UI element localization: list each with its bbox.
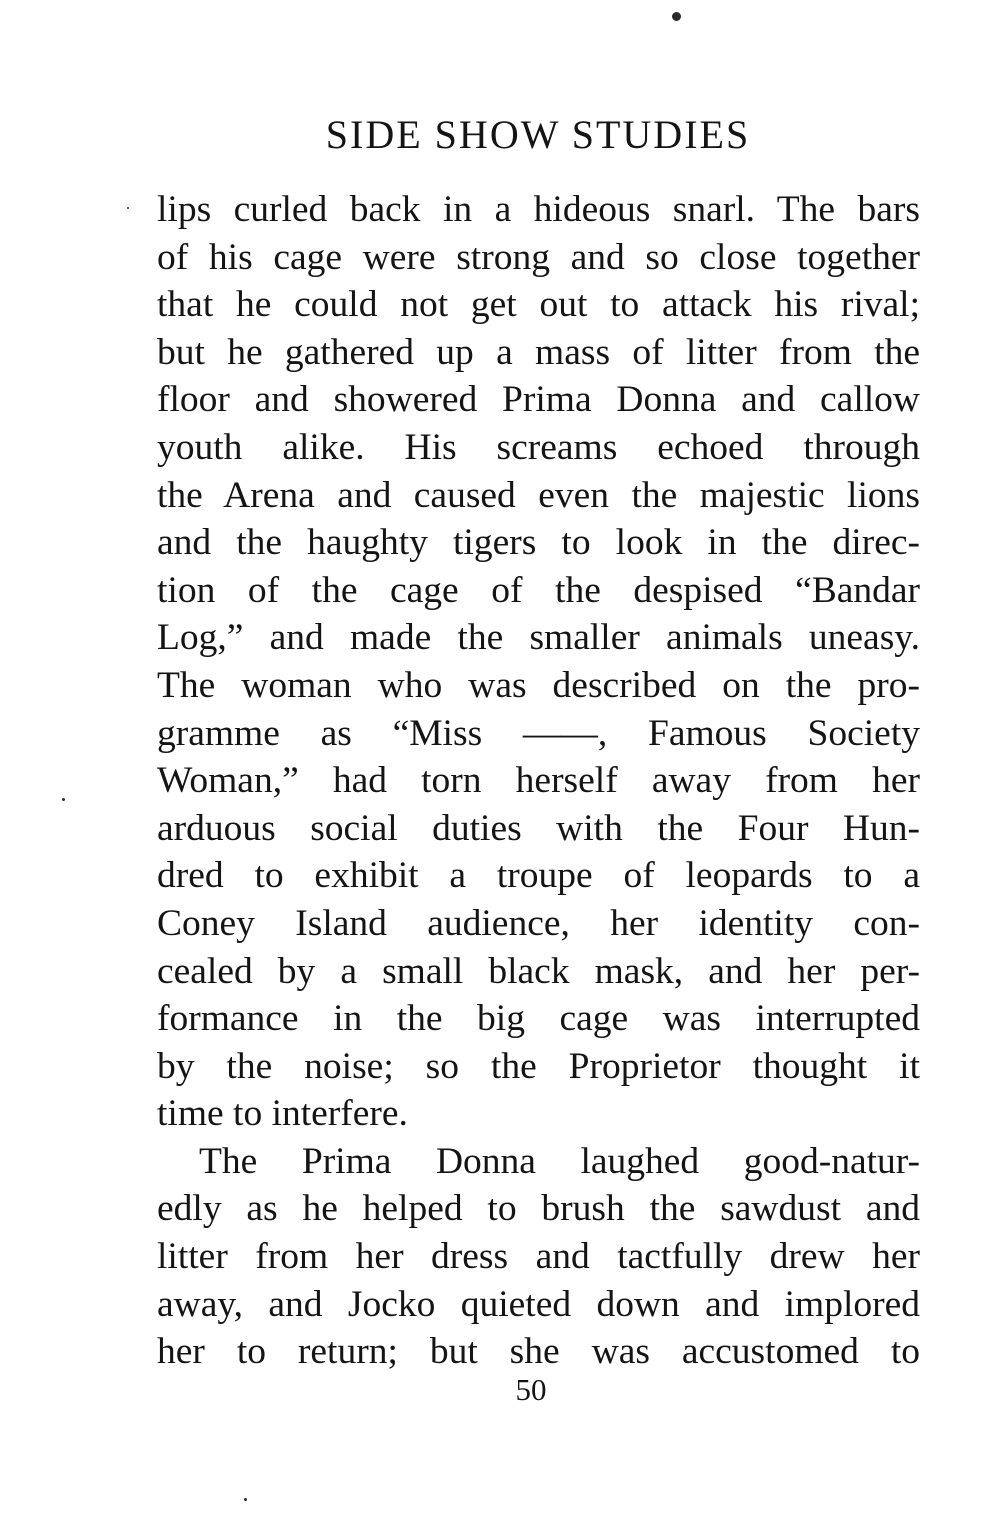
text-line: but he gathered up a mass of litter from the [157, 331, 920, 373]
print-speck [244, 1498, 247, 1501]
text-line: the Arena and caused even the majestic lions [157, 474, 920, 516]
body-text [157, 186, 920, 1376]
text-line: dred to exhibit a troupe of leopards to a [157, 855, 920, 897]
text-line: away, and Jocko quieted down and implored [157, 1283, 920, 1325]
text-line: that he could not get out to attack his rival; [157, 284, 920, 326]
text-line: edly as he helped to brush the sawdust and [157, 1188, 920, 1230]
text-line: time to interfere. [157, 1093, 408, 1135]
text-line: Log,” and made the smaller animals uneasy. [157, 617, 920, 659]
text-line: tion of the cage of the despised “Bandar [157, 569, 920, 611]
text-line: gramme as “Miss ——, Famous Society [157, 712, 920, 754]
print-speck [62, 798, 65, 801]
text-line: lips curled back in a hideous snarl. The bars [157, 189, 920, 230]
paragraph-2 [157, 1138, 920, 1376]
text-line: Coney Island audience, her identity con- [157, 902, 920, 944]
text-line: by the noise; so the Proprietor thought it [157, 1045, 920, 1087]
text-line: The woman who was described on the pro- [157, 664, 920, 706]
page-number: 50 [515, 1372, 547, 1407]
running-head: SIDE SHOW STUDIES [325, 112, 751, 157]
text-line: Woman,” had torn herself away from her [157, 760, 920, 802]
text-line: cealed by a small black mask, and her per- [157, 950, 920, 992]
paragraph-1 [157, 186, 920, 1138]
text-line: floor and showered Prima Donna and callow [157, 379, 920, 421]
text-line: arduous social duties with the Four Hun- [157, 807, 920, 849]
text-line: her to return; but she was accustomed to [157, 1331, 920, 1373]
text-line: of his cage were strong and so close together [157, 236, 920, 278]
print-speck [127, 207, 129, 209]
text-line: The Prima Donna laughed good-natur- [199, 1140, 920, 1182]
print-speck [672, 12, 681, 21]
text-line: formance in the big cage was interrupted [157, 998, 920, 1040]
text-line: and the haughty tigers to look in the direc- [157, 522, 920, 564]
text-line: youth alike. His screams echoed through [157, 426, 920, 468]
text-line: litter from her dress and tactfully drew her [157, 1236, 920, 1278]
